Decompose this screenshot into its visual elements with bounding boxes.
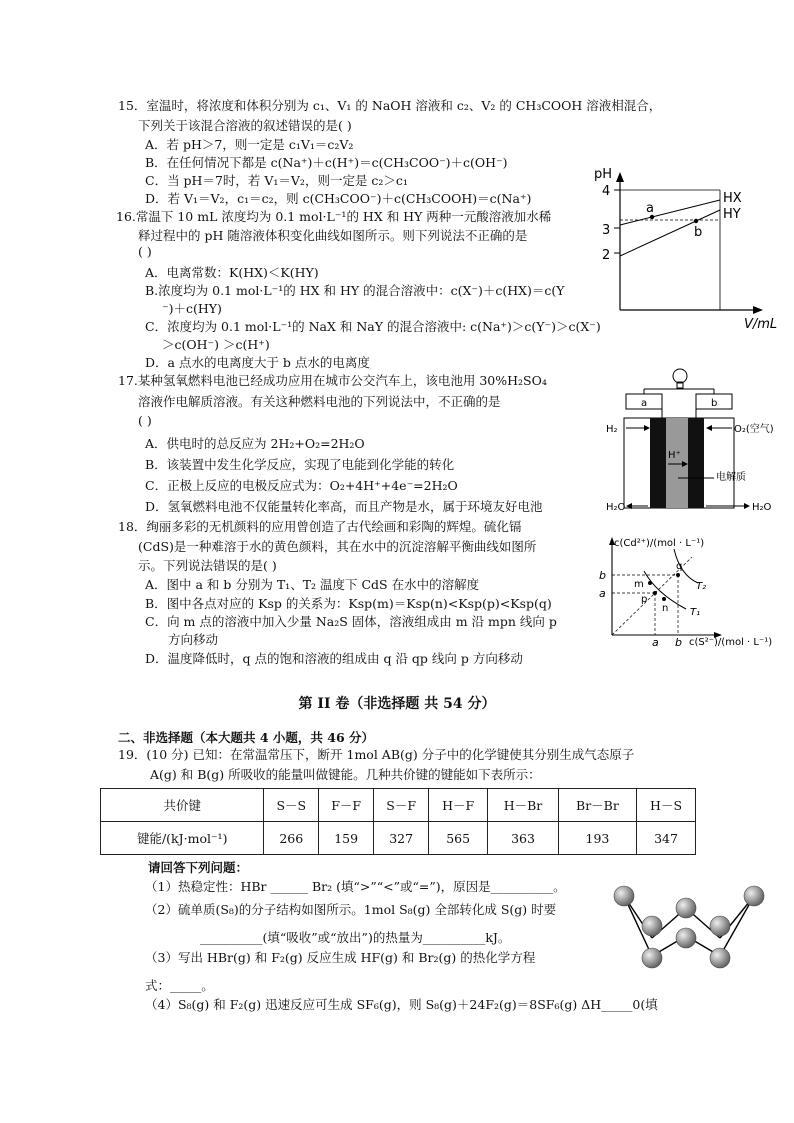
- q16-option-d: D．a 点水的电离度大于 b 点水的电离度: [145, 355, 370, 370]
- table-cell: 565: [429, 822, 488, 855]
- q18-option-c-line1: C．向 m 点的溶液中加入少量 Na₂S 固体，溶液组成由 m 沿 mpn 线向 p: [145, 614, 557, 629]
- table-cell: Br－Br: [558, 789, 636, 822]
- bond-energy-table: [100, 788, 696, 855]
- q15-stem-line2: 下列关于该混合溶液的叙述错误的是( ): [138, 118, 352, 133]
- q17-option-c: C．正极上反应的电极反应式为：O₂+4H⁺+4e⁻=2H₂O: [145, 478, 458, 493]
- table-cell: 363: [488, 822, 559, 855]
- point-n-label: n: [662, 603, 669, 614]
- q18-option-c-line2: 方向移动: [168, 632, 219, 647]
- point-n: [662, 597, 666, 601]
- point-m: [648, 581, 652, 585]
- q19-part3-line1: （3）写出 HBr(g) 和 F₂(g) 反应生成 HF(g) 和 Br₂(g) 的热化学方程: [145, 950, 536, 965]
- x-axis-label: c(S²⁻)/(mol · L⁻¹): [689, 637, 773, 648]
- q15-option-a: A．若 pH＞7，则一定是 c₁V₁＝c₂V₂: [145, 137, 354, 152]
- q16-option-b-line1: B.浓度均为 0.1 mol·L⁻¹的 HX 和 HY 的混合溶液中：c(X⁻)＋c(HX)＝c(Y: [145, 283, 565, 298]
- table-cell: 159: [319, 822, 374, 855]
- q19-part1: （1）热稳定性：HBr ______ Br₂ (填“>”“<”或“=”)，原因是__________。: [145, 879, 566, 894]
- x-axis-label: V/mL: [744, 317, 778, 332]
- q18-option-b: B．图中各点对应的 Ksp 的关系为：Ksp(m)＝Ksp(n)<Ksp(p)<Ksp(q): [145, 596, 552, 611]
- sulfur-atom: [710, 916, 730, 936]
- point-p-label: p: [641, 594, 648, 605]
- h2-input-label: H₂: [606, 424, 618, 435]
- answer-prompt: 请回答下列问题：: [148, 860, 249, 875]
- h2o-right-label: H₂O: [752, 502, 772, 513]
- q17-option-a: A．供电时的总反应为 2H₂+O₂=2H₂O: [145, 436, 365, 451]
- table-row: [101, 822, 696, 855]
- part2-heading: 二、非选择题（本大题共 4 小题，共 46 分）: [118, 730, 375, 745]
- s8-molecule-diagram: [606, 878, 776, 981]
- q17-stem-line1: 17.某种氢氧燃料电池已经成功应用在城市公交汽车上，该电池用 30%H₂SO₄: [118, 373, 547, 388]
- axis-value-b-x: b: [675, 636, 682, 649]
- q19-part3-line2: 式：_____。: [145, 978, 214, 993]
- table-cell: H－Br: [488, 789, 559, 822]
- q19-stem-line2: A(g) 和 B(g) 所吸收的能量叫做键能。几种共价键的键能如下表所示：: [150, 767, 541, 782]
- table-cell: 键能/(kJ·mol⁻¹): [101, 822, 264, 855]
- sulfur-atom: [614, 886, 634, 906]
- o2-input-label: O₂(空气): [734, 424, 774, 435]
- axis-value-a: a: [599, 587, 606, 600]
- point-q: [676, 573, 680, 577]
- table-cell: H－S: [637, 789, 696, 822]
- sulfur-atom: [744, 886, 764, 906]
- q17-stem-line3: ( ): [138, 413, 152, 428]
- point-b-label: b: [694, 225, 703, 240]
- q17-stem-line2: 溶液作电解质溶液。有关这种燃料电池的下列说法中，不正确的是: [138, 394, 501, 409]
- terminal-a-label: a: [641, 398, 648, 409]
- tick-label: 2: [602, 248, 611, 263]
- sulfur-atom: [642, 948, 662, 968]
- table-cell: 266: [264, 822, 319, 855]
- q16-option-b-line2: ⁻)＋c(HY): [162, 301, 222, 316]
- series-label-hy: HY: [723, 207, 741, 222]
- section-title: 第 II 卷（非选择题 共 54 分）: [298, 696, 496, 712]
- series-label-hx: HX: [723, 191, 742, 206]
- axis-value-a-x: a: [652, 636, 659, 649]
- h-ion-label: H⁺: [668, 450, 681, 461]
- q19-part2-line1: （2）硫单质(S₈)的分子结构如图所示。1mol S₈(g) 全部转化成 S(g) 时要: [145, 902, 557, 917]
- sulfur-atom: [642, 916, 662, 936]
- q18-stem-line2: (CdS)是一种难溶于水的黄色颜料，其在水中的沉淀溶解平衡曲线如图所: [138, 539, 537, 554]
- q19-part4: （4）S₈(g) 和 F₂(g) 迅速反应可生成 SF₆(g)，则 S₈(g)＋24F₂(g)＝8SF₆(g) ΔH_____0(填: [145, 997, 658, 1012]
- tick-label: 3: [602, 223, 611, 238]
- point-p: [653, 591, 657, 595]
- q15-option-d: D．若 V₁＝V₂，c₁＝c₂，则 c(CH₃COO⁻)＋c(CH₃COOH)＝c(Na⁺): [145, 191, 532, 206]
- hx-curve: [620, 200, 720, 225]
- table-cell: F－F: [319, 789, 374, 822]
- y-axis-label: c(Cd²⁺)/(mol · L⁻¹): [614, 538, 705, 549]
- sulfur-atom: [676, 928, 696, 948]
- q15-option-b: B．在任何情况下都是 c(Na⁺)＋c(H⁺)＝c(CH₃COO⁻)＋c(OH⁻): [145, 155, 508, 170]
- q16-option-c-line1: C．浓度均为 0.1 mol·L⁻¹的 NaX 和 NaY 的混合溶液中: c(Na⁺)＞c(Y⁻)＞c(X⁻): [145, 319, 601, 334]
- hy-curve: [620, 210, 720, 256]
- table-cell: 347: [637, 822, 696, 855]
- point-a-label: a: [646, 201, 654, 216]
- table-cell: 193: [558, 822, 636, 855]
- q16-stem-line3: ( ): [138, 244, 152, 259]
- q19-stem-line1: 19．(10 分) 已知：在常温常压下，断开 1mol AB(g) 分子中的化学键使其分别生成气态原子: [118, 747, 635, 762]
- electrolyte-label: 电解质: [716, 472, 746, 483]
- table-cell: 327: [374, 822, 429, 855]
- table-cell: H－F: [429, 789, 488, 822]
- q19-part2-line2: __________(填“吸收”或“放出”)的热量为__________kJ。: [200, 930, 511, 945]
- terminal-b-label: b: [711, 398, 718, 409]
- sulfur-atom: [676, 898, 696, 918]
- sulfur-atom: [710, 948, 730, 968]
- table-header-row: [101, 789, 696, 822]
- tick-label: 4: [602, 184, 611, 199]
- q16-stem-line2: 释过程中的 pH 随溶液体积变化曲线如图所示。则下列说法不正确的是: [138, 228, 528, 243]
- axis-value-b: b: [599, 569, 606, 582]
- curve-t2-label: T₂: [696, 581, 707, 592]
- ph-dilution-graph: [592, 160, 792, 338]
- q16-stem-line1: 16.常温下 10 mL 浓度均为 0.1 mol·L⁻¹的 HX 和 HY 两种一元酸溶液加水稀: [116, 209, 552, 224]
- point-m-label: m: [634, 579, 644, 590]
- q18-stem-line1: 18．绚丽多彩的无机颜料的应用曾创造了古代绘画和彩陶的辉煌。硫化镉: [118, 519, 522, 534]
- table-cell: 共价键: [101, 789, 264, 822]
- q15-stem-line1: 15．室温时，将浓度和体积分别为 c₁、V₁ 的 NaOH 溶液和 c₂、V₂ 的 CH₃COOH 溶液相混合，: [118, 98, 662, 113]
- q18-option-d: D．温度降低时，q 点的饱和溶液的组成由 q 沿 qp 线向 p 方向移动: [145, 651, 523, 666]
- fuel-cell-diagram: [604, 360, 794, 523]
- point-q-label: q: [676, 561, 683, 572]
- q18-stem-line3: 示。下列说法错误的是( ): [138, 558, 277, 573]
- q17-option-b: B．该装置中发生化学反应，实现了电能到化学能的转化: [145, 457, 455, 472]
- table-cell: S－S: [264, 789, 319, 822]
- q16-option-c-line2: ＞c(OH⁻) ＞c(H⁺): [162, 337, 270, 352]
- h2o-left-label: H₂O: [606, 502, 626, 513]
- table-cell: S－F: [374, 789, 429, 822]
- curve-t1-label: T₁: [690, 607, 701, 618]
- ksp-curve-graph: [590, 535, 794, 653]
- q15-option-c: C．当 pH＝7时，若 V₁＝V₂，则一定是 c₂＞c₁: [145, 173, 408, 188]
- y-axis-label: pH: [594, 167, 613, 182]
- q17-option-d: D．氢氧燃料电池不仅能量转化率高，而且产物是水，属于环境友好电池: [145, 499, 543, 514]
- q16-option-a: A．电离常数：K(HX)＜K(HY): [145, 265, 319, 280]
- q18-option-a: A．图中 a 和 b 分别为 T₁、T₂ 温度下 CdS 在水中的溶解度: [145, 577, 480, 592]
- point-b: [694, 219, 698, 223]
